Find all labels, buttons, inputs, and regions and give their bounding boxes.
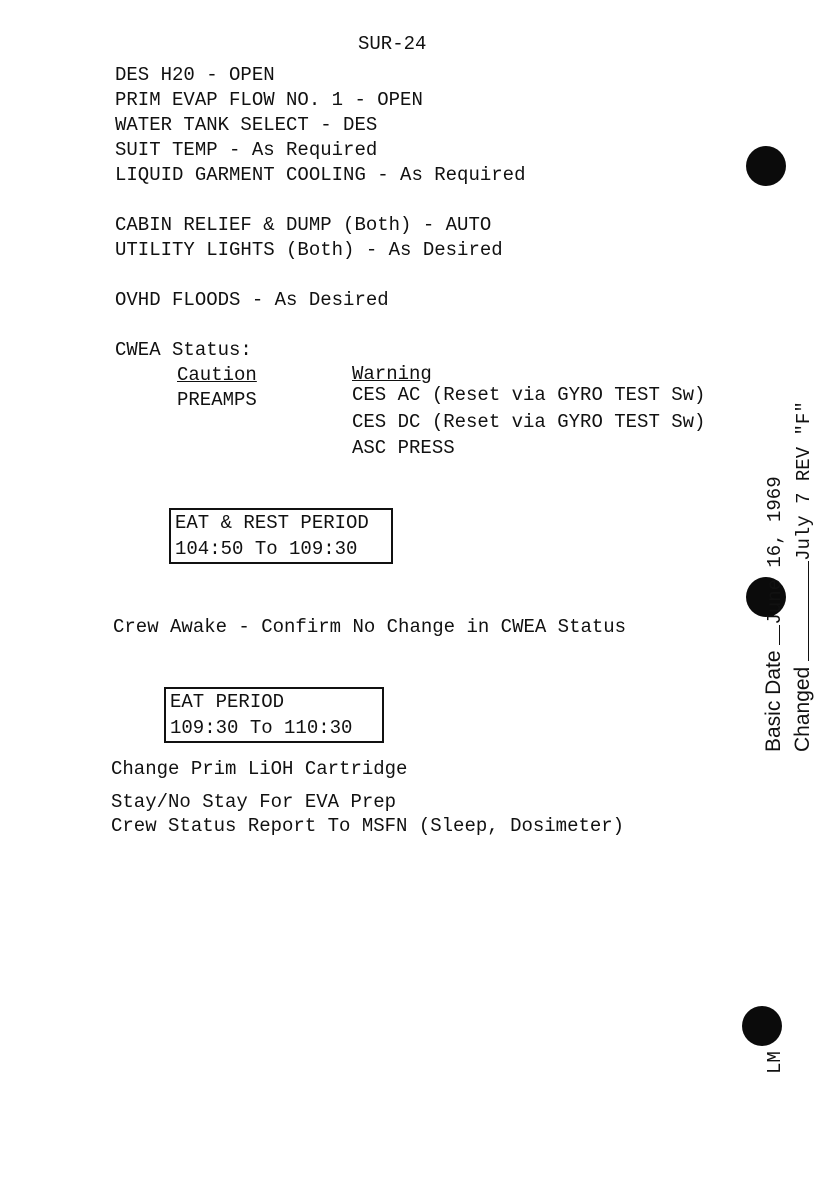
checklist-item: LIQUID GARMENT COOLING - As Required: [115, 164, 526, 186]
caution-item: PREAMPS: [177, 389, 257, 411]
binder-hole-icon: [746, 146, 786, 186]
warning-heading: Warning: [352, 363, 432, 385]
basic-date-line: [762, 476, 786, 752]
checklist-item: SUIT TEMP - As Required: [115, 139, 378, 161]
eat-period-box: [164, 687, 384, 743]
changed-line: [791, 401, 815, 752]
caution-heading: Caution: [177, 364, 257, 386]
basic-date-label: Basic Date: [762, 650, 785, 752]
task-item: Crew Status Report To MSFN (Sleep, Dosimeter): [111, 815, 625, 837]
checklist-item: OVHD FLOODS - As Desired: [115, 289, 389, 311]
blank-line: [779, 625, 780, 645]
basic-date-value: June 16, 1969: [764, 476, 786, 625]
checklist-item: UTILITY LIGHTS (Both) - As Desired: [115, 239, 503, 261]
period-time: 109:30 To 110:30: [170, 717, 353, 739]
checklist-item: PRIM EVAP FLOW NO. 1 - OPEN: [115, 89, 423, 111]
crew-awake-instruction: Crew Awake - Confirm No Change in CWEA Status: [113, 616, 627, 638]
changed-value: July 7 REV "F": [793, 401, 815, 561]
warning-item: CES AC (Reset via GYRO TEST Sw): [352, 384, 706, 406]
task-item: Change Prim LiOH Cartridge: [111, 758, 408, 780]
cwea-status-title: CWEA Status:: [115, 339, 252, 361]
period-title: EAT & REST PERIOD: [175, 512, 369, 534]
warning-item: CES DC (Reset via GYRO TEST Sw): [352, 411, 706, 433]
changed-label: Changed: [791, 666, 814, 752]
eat-rest-period-box: [169, 508, 393, 564]
task-item: Stay/No Stay For EVA Prep: [111, 791, 397, 813]
warning-item: ASC PRESS: [352, 437, 455, 459]
footer-code: LM: [764, 1051, 786, 1074]
checklist-item: WATER TANK SELECT - DES: [115, 114, 378, 136]
blank-line: [808, 561, 809, 661]
checklist-item: CABIN RELIEF & DUMP (Both) - AUTO: [115, 214, 492, 236]
period-time: 104:50 To 109:30: [175, 538, 358, 560]
binder-hole-icon: [742, 1006, 782, 1046]
page-number: SUR-24: [358, 33, 427, 55]
checklist-item: DES H20 - OPEN: [115, 64, 275, 86]
period-title: EAT PERIOD: [170, 691, 285, 713]
